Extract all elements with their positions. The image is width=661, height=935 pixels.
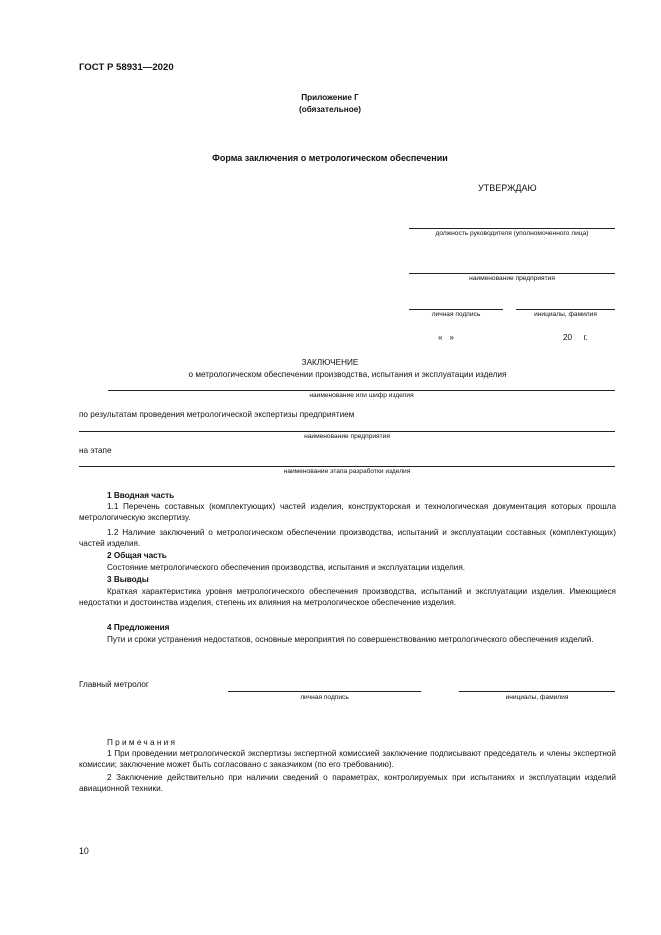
stage-caption: наименование этапа разработки изделия [283,468,411,475]
section-4-title: 4 Предложения [107,623,170,632]
section-3-text: Краткая характеристика уровня метрологического обеспечения производства, испытаний и эксплуатации изделия. Имеющиеся недостатки и достоинства изделия, степень их влияния на метрологическое обеспечение изделия. [79,587,616,607]
standard-number: ГОСТ Р 58931—2020 [79,62,174,73]
initials-caption: инициалы, фамилия [534,311,597,318]
signature-line [409,309,503,310]
stage-label: на этапе [79,446,112,455]
page-number: 10 [79,846,89,856]
section-3-title: 3 Выводы [107,575,149,584]
expertise-enterprise-line [79,431,615,432]
chief-initials-caption: инициалы, фамилия [505,694,569,701]
initials-line [516,309,615,310]
section-1-title: 1 Вводная часть [107,491,175,500]
expertise-text: по результатам проведения метрологической экспертизы предприятием [79,410,355,419]
position-caption: должность руководителя (уполномоченного лица) [435,230,589,237]
chief-metrologist-label: Главный метролог [79,680,149,689]
date-year: 20 г. [563,333,588,342]
conclusion-subtitle: о метрологическом обеспечении производства, испытания и эксплуатации изделия [188,370,507,379]
approve-label: УТВЕРЖДАЮ [478,183,537,193]
chief-initials-line [459,691,615,692]
note-2: 2 Заключение действительно при наличии сведений о параметрах, контролируемых при испытаниях и эксплуатации изделий авиационной техники. [79,773,616,793]
chief-signature-caption: личная подпись [300,694,349,701]
appendix-subtitle: (обязательное) [299,105,361,114]
section-2-text: Состояние метрологического обеспечения производства, испытания и эксплуатации изделия. [107,563,466,572]
date-day: « » [438,333,454,342]
expertise-enterprise-caption: наименование предприятия [304,433,390,440]
section-2-title: 2 Общая часть [107,551,167,560]
product-caption: наименование или шифр изделия [309,392,414,399]
section-1-item-2: 1.2 Наличие заключений о метрологическом обеспечении производства, испытаний и эксплуатации составных (комплектующих) частей изделия. [79,528,616,548]
enterprise-line [409,273,615,274]
section-4-text: Пути и сроки устранения недостатков, основные мероприятия по совершенствованию метрологического обеспечения изделий. [107,635,594,644]
note-1: 1 При проведении метрологической экспертизы экспертной комиссией заключение подписывают председатель и члены экспертной комиссии; заключение может быть согласовано с заказчиком (по его требованию). [79,749,616,769]
section-1-item-1: 1.1 Перечень составных (комплектующих) частей изделия, конструкторская и технологическая документация которых прошла метрологическую экспертизу. [79,502,616,522]
signature-caption: личная подпись [431,311,481,318]
chief-signature-line [228,691,421,692]
stage-line [79,466,615,467]
appendix-title: Приложение Г [301,93,359,102]
position-line [409,228,615,229]
notes-title: Примечания [107,738,178,747]
enterprise-caption: наименование предприятия [469,275,555,282]
form-title: Форма заключения о метрологическом обеспечении [212,153,448,163]
product-line [108,390,615,391]
conclusion-title: ЗАКЛЮЧЕНИЕ [301,358,359,367]
